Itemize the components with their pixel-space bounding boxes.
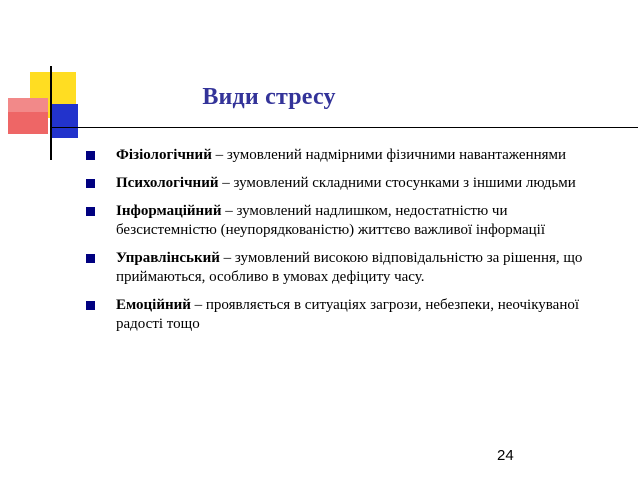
list-item	[86, 296, 606, 334]
item-term: Психологічний	[116, 175, 219, 191]
item-term: Управлінський	[116, 250, 220, 266]
slide-title: Види стресу	[202, 84, 336, 110]
square-bullet-icon	[86, 151, 95, 160]
square-bullet-icon	[86, 254, 95, 263]
list-item	[86, 146, 606, 165]
page-number: 24	[497, 447, 514, 464]
item-term: Інформаційний	[116, 203, 222, 219]
item-term: Емоційний	[116, 297, 191, 313]
list-item	[86, 249, 606, 287]
item-description: – зумовлений надлишком, недостатністю чи безсистемністю (неупорядкованістю) життєво важливої інформації	[116, 203, 545, 238]
list-item	[86, 202, 606, 240]
item-description: – проявляється в ситуаціях загрози, небезпеки, неочікуваної радості тощо	[116, 297, 580, 332]
item-description: – зумовлений надмірними фізичними навантаженнями	[211, 147, 567, 163]
decorative-squares	[0, 0, 110, 160]
square-bullet-icon	[86, 179, 95, 188]
square-bullet-icon	[86, 301, 95, 310]
stress-types-list	[86, 146, 606, 343]
vertical-line	[50, 66, 52, 160]
item-description: – зумовлений складними стосунками з іншими людьми	[218, 175, 576, 191]
item-term: Фізіологічний	[116, 147, 212, 163]
item-description: – зумовлений високою відповідальністю за рішення, що приймаються, особливо в умовах дефіциту часу.	[116, 250, 583, 285]
square-bullet-icon	[86, 207, 95, 216]
list-item	[86, 174, 606, 193]
title-divider	[52, 127, 638, 128]
